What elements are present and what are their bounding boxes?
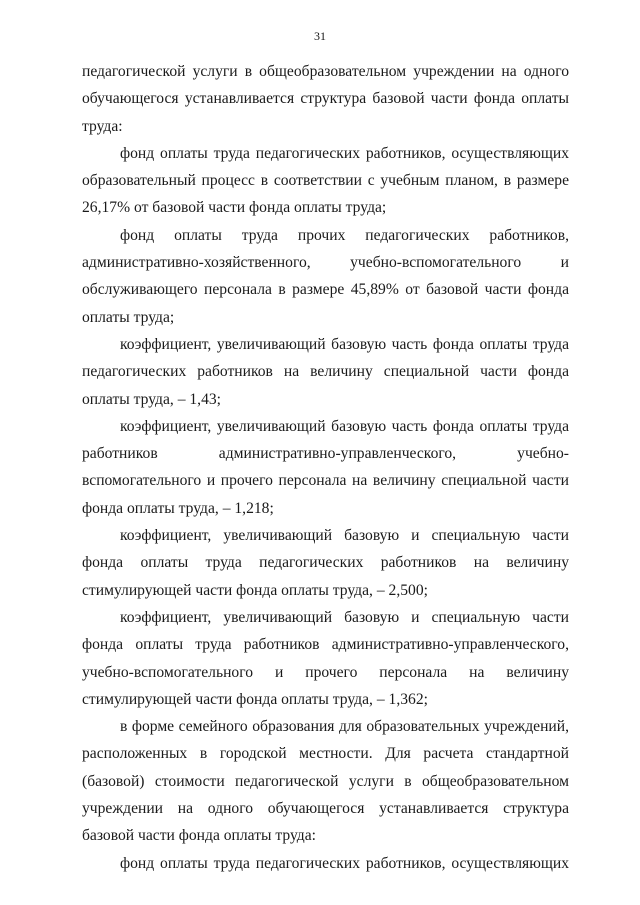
- page-number: 31: [314, 29, 326, 43]
- paragraph-continuation: педагогической услуги в общеобразовательном учреждении на одного обучающегося устанавливается структура базовой части фонда оплаты труда:: [82, 63, 569, 135]
- paragraph-coefficient-stimulating-pedagogical: коэффициент, увеличивающий базовую и специальную части фонда оплаты труда педагогических работников на величину стимулирующей части фонда оплаты труда, – 2,500;: [82, 527, 569, 599]
- paragraph-fot-pedagogical: фонд оплаты труда педагогических работников, осуществляющих образовательный процесс в соответствии с учебным планом, в размере 26,17% от базовой части фонда оплаты труда;: [82, 144, 569, 217]
- paragraph-coefficient-special-admin: коэффициент, увеличивающий базовую часть фонда оплаты труда работников административно-управленческого, учебно-вспомогательного и прочего персонала на величину специальной части фонда оплаты труда, – 1,218;: [82, 417, 569, 517]
- document-body: [82, 58, 569, 877]
- paragraph-coefficient-stimulating-admin: коэффициент, увеличивающий базовую и специальную части фонда оплаты труда работников административно-управленческого, учебно-вспомогательного и прочего персонала на величину стимулирующей части фонда оплаты труда, – 1,362;: [82, 608, 569, 708]
- paragraph-fot-other-staff: фонд оплаты труда прочих педагогических работников, административно-хозяйственного, учебно-вспомогательного и обслуживающего персонала в размере 45,89% от базовой части фонда оплаты труда;: [82, 226, 569, 326]
- paragraph-family-education-urban: в форме семейного образования для образовательных учреждений, расположенных в городской местности. Для расчета стандартной (базовой) стоимости педагогической услуги в общеобразовательном учреждении на одного обучающегося устанавливается структура базовой части фонда оплаты труда:: [82, 718, 569, 845]
- paragraph-fot-pedagogical-cut: фонд оплаты труда педагогических работников, осуществляющих: [120, 854, 569, 872]
- paragraph-coefficient-special-pedagogical: коэффициент, увеличивающий базовую часть фонда оплаты труда педагогических работников на величину специальной части фонда оплаты труда, – 1,43;: [82, 335, 569, 408]
